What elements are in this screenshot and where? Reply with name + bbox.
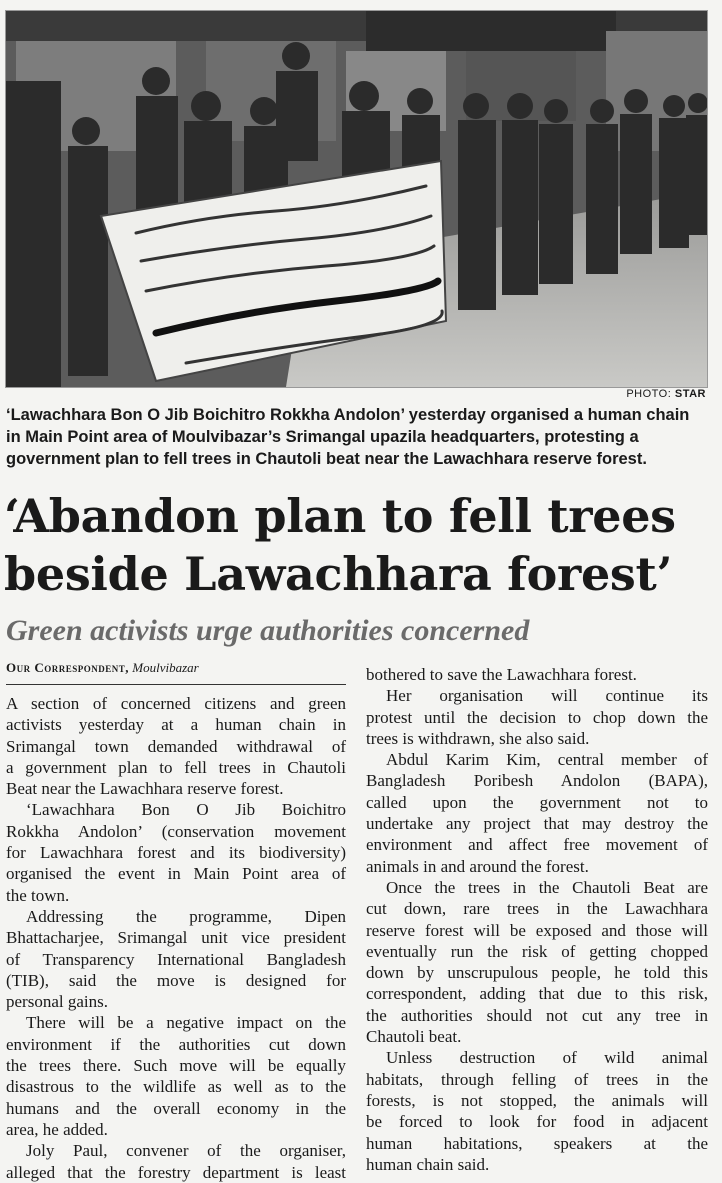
protest-photo-icon bbox=[6, 11, 707, 387]
article-line: humans and the overall economy in the bbox=[6, 1098, 346, 1118]
article-line: (TIB), said the move is designed for bbox=[6, 970, 346, 990]
headline bbox=[4, 487, 718, 603]
article-line: Once the trees in the Chautoli Beat are bbox=[386, 877, 708, 897]
article-line: of Transparency International Bangladesh bbox=[6, 949, 346, 969]
byline-author: Our Correspondent, bbox=[6, 660, 130, 675]
article-line: down by unscrupulous people, he told this bbox=[366, 963, 708, 983]
article-line: Her organisation will continue its bbox=[386, 686, 708, 706]
article-line: the trees there. Such move will be equally bbox=[6, 1056, 346, 1076]
article-line: Bangladesh Poribesh Andolon (BAPA), bbox=[366, 771, 708, 791]
article-line: Abdul Karim Kim, central member of bbox=[386, 750, 708, 770]
article-line: human habitations, speakers at the bbox=[366, 1133, 708, 1153]
article-line: cut down, rare trees in the Lawachhara bbox=[366, 899, 708, 919]
article-line: reserve forest will be exposed and those will bbox=[366, 920, 708, 940]
article-line: personal gains. bbox=[6, 992, 108, 1012]
article-line: activists yesterday at a human chain in bbox=[6, 715, 346, 735]
photo-credit bbox=[626, 388, 706, 400]
article-line: There will be a negative impact on the bbox=[26, 1013, 346, 1033]
news-photo bbox=[5, 10, 708, 388]
headline-line: ‘Abandon plan to fell trees bbox=[4, 489, 676, 543]
article-line: called upon the government not to bbox=[366, 792, 708, 812]
article-line: Rokkha Andolon’ (conservation movement bbox=[6, 821, 346, 841]
article-line: A section of concerned citizens and green bbox=[6, 694, 346, 713]
article-column-right bbox=[366, 664, 708, 1175]
article-line: eventually run the risk of getting chopped bbox=[366, 941, 708, 961]
article-line: animals in and around the forest. bbox=[366, 856, 589, 876]
byline-divider bbox=[6, 684, 346, 685]
article-line: correspondent, adding that due to this risk, bbox=[366, 984, 708, 1004]
article-line: alleged that the forestry department is least bbox=[6, 1162, 346, 1182]
article-line: the town. bbox=[6, 885, 70, 905]
headline-line: beside Lawachhara forest’ bbox=[4, 547, 673, 601]
photo-credit-source: STAR bbox=[674, 388, 706, 400]
article-line: protest until the decision to chop down the bbox=[366, 707, 708, 727]
article-line: Srimangal town demanded withdrawal of bbox=[6, 736, 346, 756]
article-line: area, he added. bbox=[6, 1119, 108, 1139]
article-line: be forced to look for food in adjacent bbox=[366, 1112, 708, 1132]
article-line: human chain said. bbox=[366, 1154, 490, 1174]
article-line: bothered to save the Lawachhara forest. bbox=[366, 665, 637, 684]
photo-caption bbox=[6, 404, 712, 470]
article-line: Bhattacharjee, Srimangal unit vice president bbox=[6, 928, 346, 948]
article-line: Joly Paul, convener of the organiser, bbox=[26, 1141, 346, 1161]
subheadline: Green activists urge authorities concerned bbox=[6, 614, 530, 647]
article-line: forests, is not stopped, the animals will bbox=[366, 1090, 708, 1110]
article-line: the authorities should not cut any tree in bbox=[366, 1005, 708, 1025]
byline bbox=[6, 660, 199, 676]
article-line: Beat near the Lawachhara reserve forest. bbox=[6, 779, 284, 799]
caption-line: ‘Lawachhara Bon O Jib Boichitro Rokkha Andolon’ yesterday organised a human chain bbox=[6, 406, 690, 424]
photo-credit-prefix: PHOTO: bbox=[626, 388, 675, 400]
article-line: habitats, through felling of trees in the bbox=[366, 1069, 708, 1089]
article-line: trees is withdrawn, she also said. bbox=[366, 728, 590, 748]
article-line: Unless destruction of wild animal bbox=[386, 1048, 708, 1068]
article-line: disastrous to the wildlife as well as to the bbox=[6, 1077, 346, 1097]
article-line: a government plan to fell trees in Chautoli bbox=[6, 757, 346, 777]
article-line: Chautoli beat. bbox=[366, 1027, 462, 1047]
article-line: undertake any project that may destroy the bbox=[366, 814, 708, 834]
article-line: ‘Lawachhara Bon O Jib Boichitro bbox=[26, 800, 346, 820]
byline-location: Moulvibazar bbox=[132, 660, 199, 675]
caption-line: in Main Point area of Moulvibazar’s Srimangal upazila headquarters, protesting a bbox=[6, 428, 639, 446]
article-line: for Lawachhara forest and its biodiversity) bbox=[6, 843, 346, 863]
article-line: environment if the authorities cut down bbox=[6, 1034, 346, 1054]
article-line: Addressing the programme, Dipen bbox=[26, 906, 346, 926]
caption-line: government plan to fell trees in Chautoli beat near the Lawachhara reserve forest. bbox=[6, 450, 647, 468]
article-line: organised the event in Main Point area of bbox=[6, 864, 346, 884]
article-line: environment and affect free movement of bbox=[366, 835, 708, 855]
article-column-left bbox=[6, 693, 346, 1183]
